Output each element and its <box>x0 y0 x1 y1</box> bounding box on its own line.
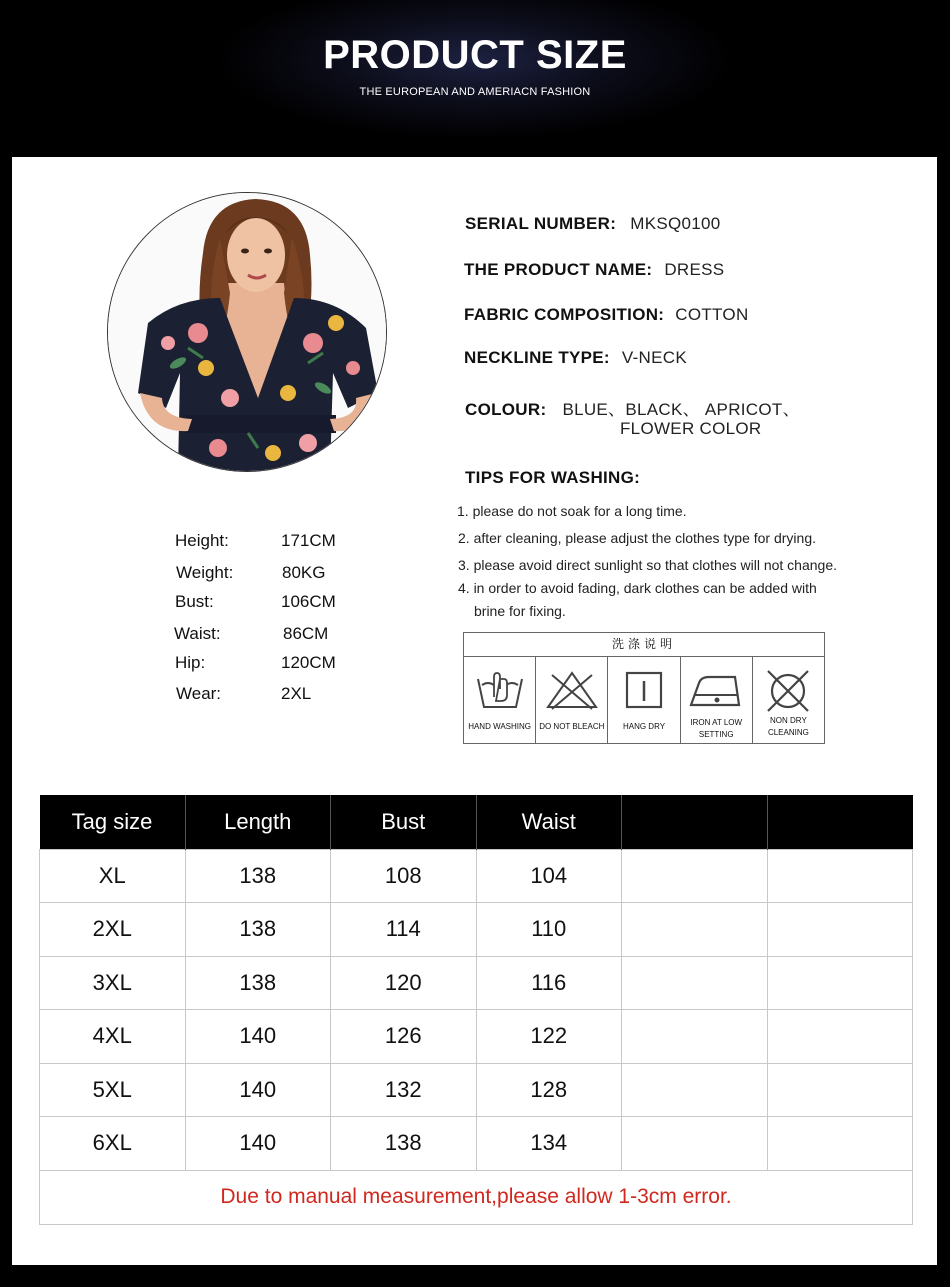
colour-value: BLUE、BLACK、 APRICOT、 <box>562 400 800 419</box>
bust-cell: 120 <box>331 956 477 1010</box>
size-cell: 4XL <box>40 1010 186 1064</box>
washing-tip: 3. please avoid direct sunlight so that clothes will not change. <box>458 557 838 573</box>
washing-tip: brine for fixing. <box>474 603 566 619</box>
hand-washing-cell <box>464 657 536 743</box>
colour-value-continued: FLOWER COLOR <box>620 419 762 438</box>
measurement-label: Height: <box>175 531 229 550</box>
empty-cell <box>622 903 768 957</box>
waist-cell: 116 <box>476 956 622 1010</box>
fabric-row <box>464 305 749 325</box>
measurement-label: Hip: <box>175 653 206 672</box>
measurement-label: Waist: <box>174 624 221 643</box>
product-name-value: DRESS <box>664 260 725 279</box>
length-cell: 140 <box>185 1063 331 1117</box>
empty-cell <box>767 1117 913 1171</box>
empty-cell <box>767 956 913 1010</box>
model-photo <box>107 192 387 472</box>
iron-low-label: IRON AT LOW SETTING <box>690 718 743 739</box>
measurement-error-note: Due to manual measurement,please allow 1-3cm error. <box>40 1170 913 1224</box>
table-row <box>40 1117 913 1171</box>
table-row <box>40 956 913 1010</box>
page-title: PRODUCT SIZE <box>323 33 627 77</box>
empty-cell <box>767 1063 913 1117</box>
page-subtitle: THE EUROPEAN AND AMERIACN FASHION <box>359 86 591 98</box>
bust-cell: 132 <box>331 1063 477 1117</box>
washing-tip: 4. in order to avoid fading, dark clothes can be added with <box>458 580 817 596</box>
no-dry-clean-icon <box>762 669 814 713</box>
no-dry-clean-label: NON DRY CLEANING <box>767 716 809 737</box>
size-cell: 6XL <box>40 1117 186 1171</box>
empty-cell <box>767 903 913 957</box>
empty-cell <box>622 1010 768 1064</box>
washing-tip: 2. after cleaning, please adjust the clothes type for drying. <box>458 530 816 546</box>
measurement-label: Weight: <box>176 563 234 582</box>
length-cell: 140 <box>185 1117 331 1171</box>
column-header-waist: Waist <box>476 795 622 849</box>
column-header-tag-size: Tag size <box>40 795 186 849</box>
length-cell: 138 <box>185 956 331 1010</box>
fabric-label: FABRIC COMPOSITION: <box>464 305 665 324</box>
waist-cell: 122 <box>476 1010 622 1064</box>
hand-washing-label: HAND WASHING <box>468 722 532 731</box>
bust-cell: 114 <box>331 903 477 957</box>
waist-cell: 134 <box>476 1117 622 1171</box>
waist-cell: 104 <box>476 849 622 903</box>
note-row <box>40 1170 913 1224</box>
hang-dry-icon <box>623 669 665 711</box>
measurement-value: 80KG <box>282 563 326 582</box>
page-header <box>0 0 950 157</box>
waist-cell: 110 <box>476 903 622 957</box>
column-header-length: Length <box>185 795 331 849</box>
bust-cell: 108 <box>331 849 477 903</box>
table-row <box>40 1063 913 1117</box>
size-table-header-row <box>40 795 913 849</box>
hang-dry-label: HANG DRY <box>622 722 666 731</box>
size-cell: XL <box>40 849 186 903</box>
table-row <box>40 903 913 957</box>
size-cell: 2XL <box>40 903 186 957</box>
waist-cell: 128 <box>476 1063 622 1117</box>
serial-number-row <box>465 214 721 234</box>
no-bleach-label: DO NOT BLEACH <box>539 722 605 731</box>
washing-instructions-title: 洗涤说明 <box>464 633 824 657</box>
washing-instructions-table <box>463 632 825 744</box>
empty-cell <box>767 849 913 903</box>
washing-tip: 1. please do not soak for a long time. <box>457 503 687 519</box>
neckline-row <box>464 348 687 368</box>
washing-tips-title: TIPS FOR WASHING: <box>465 468 641 487</box>
serial-number-label: SERIAL NUMBER: <box>465 214 617 233</box>
iron-low-cell <box>681 657 753 743</box>
product-name-row <box>464 260 724 280</box>
empty-cell <box>622 1063 768 1117</box>
colour-row <box>465 395 800 420</box>
empty-cell <box>767 1010 913 1064</box>
neckline-label: NECKLINE TYPE: <box>464 348 610 367</box>
column-header-empty <box>622 795 768 849</box>
length-cell: 140 <box>185 1010 331 1064</box>
column-header-empty <box>767 795 913 849</box>
product-name-label: THE PRODUCT NAME: <box>464 260 653 279</box>
table-row <box>40 1010 913 1064</box>
serial-number-value: MKSQ0100 <box>630 214 721 233</box>
length-cell: 138 <box>185 849 331 903</box>
neckline-value: V-NECK <box>621 348 687 367</box>
measurement-value: 86CM <box>283 624 329 643</box>
no-bleach-cell <box>536 657 608 743</box>
measurement-value: 171CM <box>281 531 336 550</box>
bust-cell: 126 <box>331 1010 477 1064</box>
size-cell: 5XL <box>40 1063 186 1117</box>
table-row <box>40 849 913 903</box>
content-panel <box>12 157 937 1265</box>
empty-cell <box>622 956 768 1010</box>
measurement-value: 120CM <box>281 653 336 672</box>
empty-cell <box>622 1117 768 1171</box>
size-chart-table <box>39 795 913 1225</box>
measurement-value: 2XL <box>281 684 312 703</box>
fabric-value: COTTON <box>675 305 749 324</box>
iron-low-icon <box>687 669 745 711</box>
empty-cell <box>622 849 768 903</box>
measurement-label: Bust: <box>175 592 214 611</box>
measurement-label: Wear: <box>176 684 222 703</box>
column-header-bust: Bust <box>331 795 477 849</box>
hang-dry-cell <box>608 657 680 743</box>
size-cell: 3XL <box>40 956 186 1010</box>
colour-label: COLOUR: <box>465 400 547 419</box>
length-cell: 138 <box>185 903 331 957</box>
measurement-value: 106CM <box>281 592 336 611</box>
no-bleach-icon <box>544 669 600 711</box>
no-dry-clean-cell <box>753 657 824 743</box>
bust-cell: 138 <box>331 1117 477 1171</box>
hand-wash-icon <box>474 669 526 711</box>
